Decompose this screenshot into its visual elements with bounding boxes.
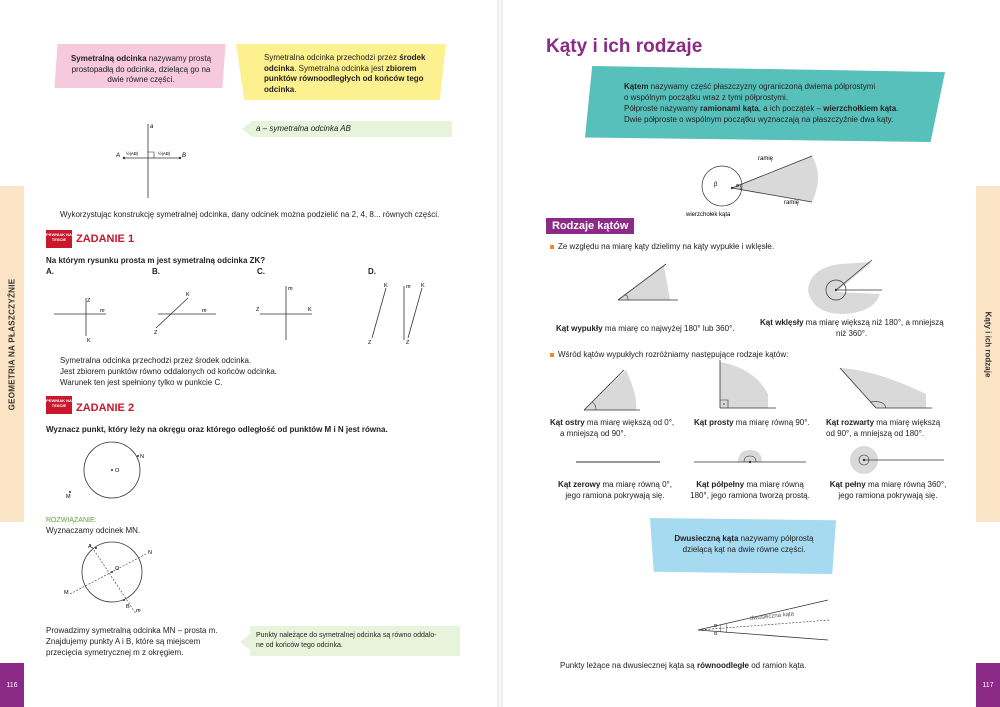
page-number-left: 116	[0, 663, 24, 707]
note-arrow-zad2	[240, 634, 250, 650]
full-angle-text: Kąt pełny ma miarę równą 360°, jego ramiona pokrywają się.	[829, 480, 947, 500]
pewniak-badge-1: PEWNIAK NA TESCIE	[46, 230, 72, 248]
full-angle-figure	[840, 444, 950, 476]
section-title-rodzaje: Rodzaje kątów	[546, 218, 634, 234]
angle-definition-figure	[680, 150, 830, 222]
zadanie-1-question: Na którym rysunku prosta m jest symetralną odcinka ZK?	[46, 256, 266, 265]
bullet-1: Ze względu na miarę kąty dzielimy na kąty wypukłe i wklęsłe.	[550, 242, 774, 253]
teal-line-2: o wspólnym początku wraz z tymi półprostymi.	[624, 93, 789, 102]
book-spine	[497, 0, 503, 707]
note-zad2-line1: Punkty należące do symetralnej odcinka są równo oddalo-	[256, 632, 437, 639]
option-c[interactable]: C.	[257, 267, 265, 276]
label-half2: ½|AB|	[158, 151, 171, 156]
svg-text:K: K	[87, 338, 91, 344]
zadanie-2-figure-2	[60, 538, 170, 618]
bullet-2: Wśród kątów wypukłych rozróżniamy następujące rodzaje kątów:	[550, 350, 788, 361]
concave-angle-text: Kąt wklęsły ma miarę większą niż 180°, a mniejszą niż 360°.	[760, 318, 944, 338]
svg-text:m: m	[202, 308, 207, 314]
svg-text:Z: Z	[154, 330, 158, 336]
note-arrow-a	[242, 121, 252, 137]
label-half1: ½|AB|	[126, 151, 139, 156]
option-a[interactable]: A.	[46, 267, 54, 276]
bisector-figure	[110, 118, 200, 200]
svg-text:K: K	[421, 283, 425, 289]
acute-angle-figure	[578, 366, 648, 416]
svg-text:m: m	[100, 308, 105, 314]
convex-angle-figure	[608, 260, 688, 308]
side-label-left: GEOMETRIA NA PŁASZCZYŹNIE	[7, 278, 17, 411]
zero-angle-text: Kąt zerowy ma miarę równą 0°, jego ramiona pokrywają się.	[558, 480, 672, 500]
svg-text:Z: Z	[256, 307, 260, 313]
svg-text:α: α	[714, 623, 717, 629]
zadanie-2-final-2: Znajdujemy punkty A i B, które są miejscem	[46, 637, 201, 646]
svg-text:ramię: ramię	[784, 200, 800, 206]
solution-text: Wyznaczamy odcinek MN.	[46, 526, 141, 535]
zadanie-2-final-3: przecięcia symetrycznej m z okręgiem.	[46, 648, 184, 657]
svg-text:m: m	[136, 608, 141, 614]
note-a-text: a – symetralna odcinka AB	[256, 124, 351, 133]
definition-pink-text: Symetralną odcinka nazywamy prostą prostopadłą do odcinka, dzielącą go na dwie równe części.	[70, 54, 212, 84]
zadanie-1-answer-3: Warunek ten jest spełniony tylko w punkcie C.	[60, 378, 223, 387]
concave-angle-figure	[800, 256, 890, 316]
zadanie-1-title: ZADANIE 1	[76, 233, 135, 245]
bisector-bottom-text: Punkty leżące na dwusiecznej kąta są równoodległe od ramion kąta.	[560, 661, 807, 670]
zadanie-2-figure-1	[60, 440, 170, 506]
bisector-definition-text: Dwusieczną kąta nazywamy półprostą dzielącą kąt na dwie równe części.	[674, 534, 814, 554]
teal-line-1: Kątem nazywamy część płaszczyzny ograniczoną dwiema półprostymi	[624, 82, 876, 91]
straight-angle-figure	[690, 444, 810, 468]
straight-angle-text: Kąt półpełny ma miarę równą 180°, jego ramiona tworzą prostą.	[690, 480, 810, 500]
option-d[interactable]: D.	[368, 267, 376, 276]
svg-text:wierzchołek kąta: wierzchołek kąta	[686, 212, 731, 218]
solution-label: ROZWIĄZANIE:	[46, 517, 97, 524]
teal-line-4: Dwie półproste o wspólnym początku wyznaczają na płaszczyźnie dwa kąty.	[624, 115, 894, 124]
label-A: A	[116, 153, 121, 159]
page-number-right: 117	[976, 663, 1000, 707]
svg-text:Z: Z	[87, 298, 91, 304]
svg-text:m: m	[288, 286, 293, 292]
bisector-angle-figure	[690, 596, 840, 644]
zadanie-2-final-1: Prowadzimy symetralną odcinka MN – prosta m.	[46, 626, 218, 635]
svg-text:ramię: ramię	[758, 156, 774, 162]
zadanie-2-question: Wyznacz punkt, który leży na okręgu oraz którego odległość od punktów M i N jest równa.	[46, 425, 388, 434]
note-zad2-line2: ne od końców tego odcinka.	[256, 642, 343, 649]
construction-text: Wykorzystując konstrukcję symetralnej odcinka, dany odcinek można podzielić na 2, 4, 8... równych części.	[60, 210, 440, 219]
side-label-right: Kąty i ich rodzaje	[983, 311, 993, 378]
svg-text:dwusieczna kąta: dwusieczna kąta	[749, 611, 795, 622]
option-b[interactable]: B.	[152, 267, 160, 276]
pewniak-badge-2: PEWNIAK NA TESCIE	[46, 396, 72, 414]
label-B: B	[182, 153, 187, 159]
svg-text:β: β	[714, 182, 718, 188]
svg-text:A: A	[88, 544, 92, 550]
svg-text:O: O	[115, 468, 120, 474]
svg-text:M: M	[64, 590, 69, 596]
convex-angle-text: Kąt wypukły ma miarę co najwyżej 180° lub 360°.	[556, 324, 735, 333]
svg-text:K: K	[308, 307, 312, 313]
svg-text:Z: Z	[368, 340, 372, 346]
svg-text:N: N	[140, 454, 144, 460]
page-title: Kąty i ich rodzaje	[546, 36, 703, 57]
label-a: a	[150, 124, 154, 130]
svg-text:N: N	[148, 550, 152, 556]
zadanie-1-answer-2: Jest zbiorem punktów równo oddalonych od końców odcinka.	[60, 367, 278, 376]
svg-text:M: M	[66, 494, 71, 500]
svg-text:B: B	[126, 604, 130, 610]
svg-text:m: m	[406, 284, 411, 290]
right-angle-figure	[712, 358, 782, 414]
svg-text:Z: Z	[406, 340, 410, 346]
svg-text:O: O	[115, 566, 120, 572]
teal-line-3: Półproste nazywamy ramionami kąta, a ich początek – wierzchołkiem kąta.	[624, 104, 899, 113]
obtuse-angle-text: Kąt rozwarty ma miarę większą od 90°, a mniejszą od 180°.	[826, 418, 941, 438]
svg-text:K: K	[384, 283, 388, 289]
acute-angle-text: Kąt ostry ma miarę większą od 0°, a mniejszą od 90°.	[550, 418, 675, 438]
zadanie-2-title: ZADANIE 2	[76, 402, 135, 414]
zero-angle-figure	[570, 452, 666, 472]
svg-text:α: α	[736, 183, 739, 189]
zadanie-1-answer-1: Symetralna odcinka przechodzi przez środek odcinka.	[60, 356, 252, 365]
svg-text:α: α	[714, 631, 717, 637]
right-angle-text: Kąt prosty ma miarę równą 90°.	[694, 418, 810, 427]
svg-text:K: K	[186, 292, 190, 298]
obtuse-angle-figure	[836, 360, 936, 414]
zadanie-1-figures	[46, 280, 466, 346]
definition-yellow-text: Symetralna odcinka przechodzi przez środek odcinka. Symetralna odcinka jest zbiorem punktów równoodległych od końców tego odcinka.	[264, 53, 426, 94]
